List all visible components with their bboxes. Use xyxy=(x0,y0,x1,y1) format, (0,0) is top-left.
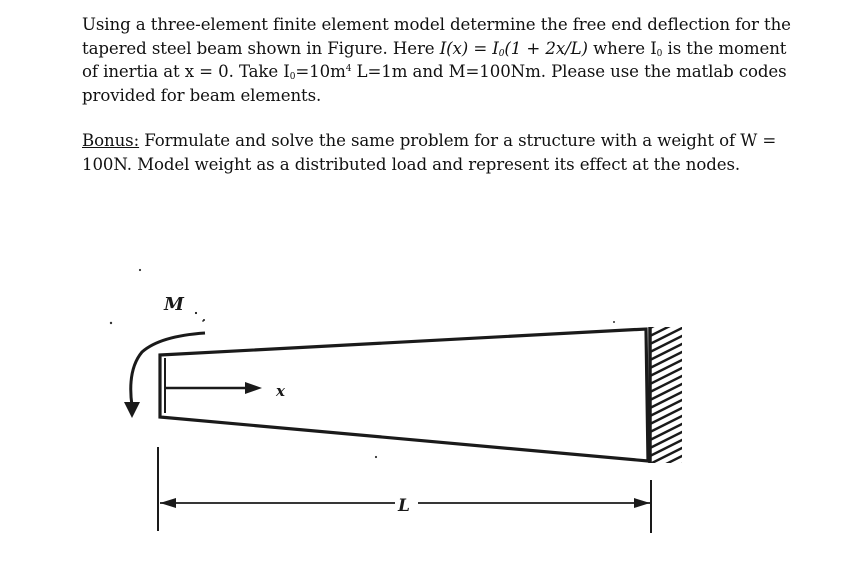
problem-line-2-text-c: is the moment xyxy=(662,38,787,58)
problem-line-3-superscript: 4 xyxy=(345,64,352,74)
length-label: L xyxy=(398,496,410,516)
problem-line-4: provided for beam elements. xyxy=(82,85,322,105)
x-axis-arrow xyxy=(165,382,262,394)
problem-line-2-text-b: where I xyxy=(587,38,657,58)
inertia-formula-a: I(x) = I xyxy=(439,38,499,58)
fixed-wall-support xyxy=(650,300,690,488)
inertia-formula-subscript: 0 xyxy=(498,48,505,59)
bonus-line-2: 100N. Model weight as a distributed load and represent its effect at the nodes. xyxy=(82,154,741,174)
problem-line-3-text-c: L=1m and M=100Nm. Please use the matlab codes xyxy=(351,62,787,81)
bonus-label: Bonus: xyxy=(82,131,140,150)
scan-speckles xyxy=(110,269,615,458)
moment-label: M xyxy=(164,294,184,315)
x-axis-label: x xyxy=(276,382,285,400)
beam-outline xyxy=(160,329,648,461)
bonus-line-1-text: Formulate and solve the same problem for a structure with a weight of W = xyxy=(139,131,777,150)
problem-line-3-text-a: of inertia at x = 0. Take I xyxy=(82,62,290,81)
moment-label-marks xyxy=(195,312,205,321)
problem-line-1: Using a three-element finite element model determine the free end deflection for the xyxy=(82,15,791,34)
length-dimension xyxy=(158,447,651,533)
problem-line-2-subscript: 0 xyxy=(656,48,663,59)
problem-line-3-subscript: 0 xyxy=(289,72,296,82)
problem-line-2-text-a: tapered steel beam shown in Figure. Here xyxy=(82,38,440,58)
inertia-formula-b: (1 + 2x/L) xyxy=(504,38,588,58)
problem-line-3-text-b: =10m xyxy=(295,62,346,81)
